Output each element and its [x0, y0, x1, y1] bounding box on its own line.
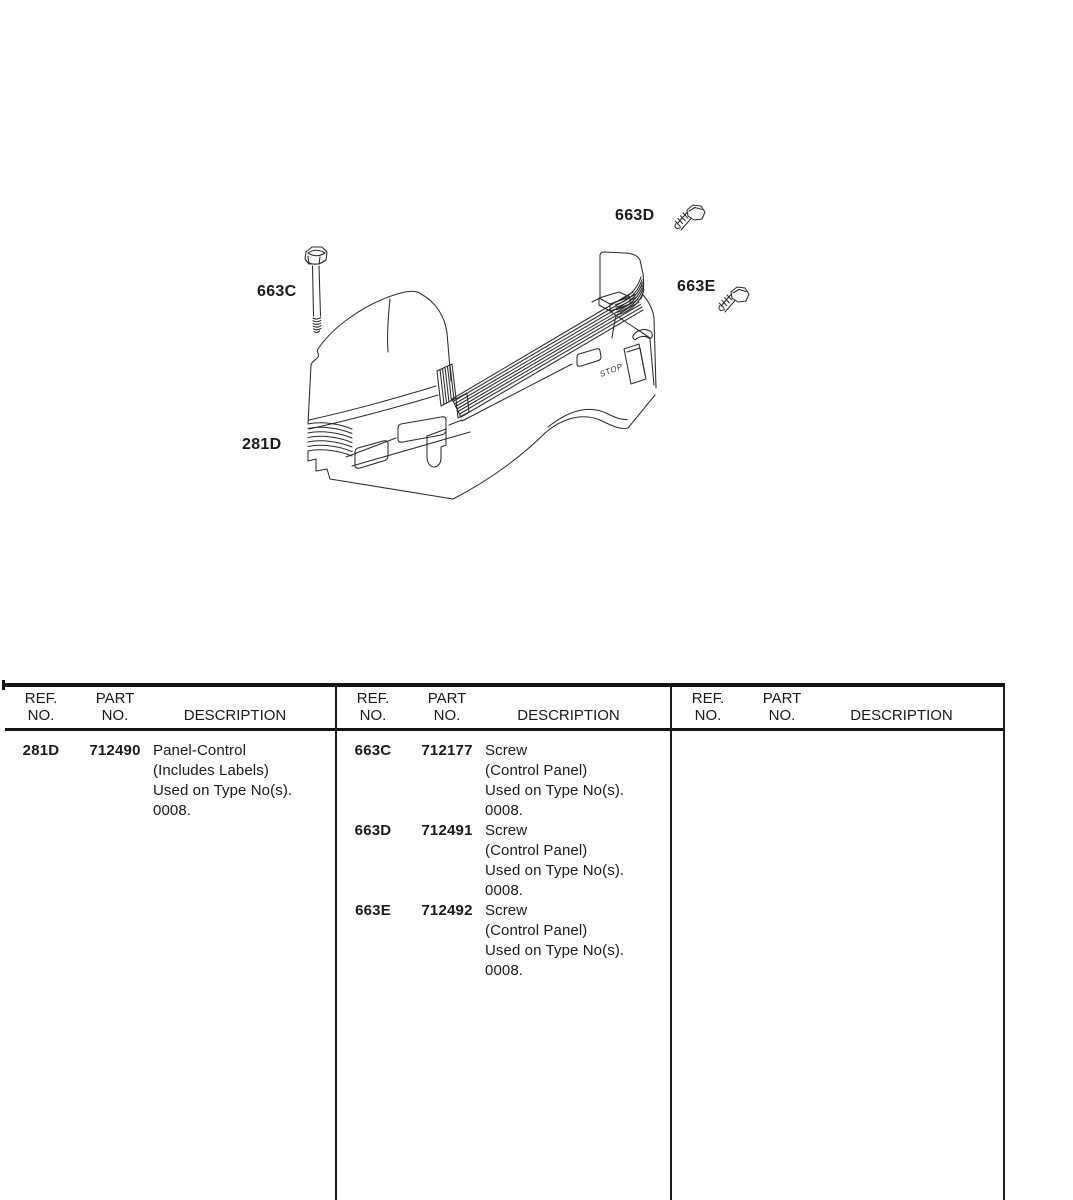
- ref-no-value: 663C: [354, 742, 392, 759]
- table-column-1: [5, 741, 337, 981]
- table-header-row: [5, 687, 1003, 731]
- description-line: Screw: [485, 822, 528, 839]
- part-no-header: PART NO.: [762, 690, 802, 724]
- callout-663c: 663C: [257, 283, 297, 300]
- table-row: [337, 901, 672, 981]
- ref-no-header: REF. NO.: [356, 690, 390, 724]
- description-line: 0008.: [485, 962, 524, 979]
- part-no-value: 712492: [421, 902, 473, 919]
- description-line: Used on Type No(s).: [153, 782, 293, 799]
- ref-no-header: REF. NO.: [24, 690, 58, 724]
- description-line: Panel-Control: [153, 742, 247, 759]
- description-header: DESCRIPTION: [517, 707, 620, 724]
- header-group-2: [337, 687, 672, 728]
- screw-663d-drawing: [675, 205, 705, 230]
- description-value: [485, 901, 672, 981]
- control-panel-diagram: [230, 180, 775, 510]
- description-line: 0008.: [485, 882, 524, 899]
- table-column-2: [337, 741, 672, 981]
- table-column-3: [672, 741, 1003, 981]
- description-line: Screw: [485, 742, 528, 759]
- stop-label: STOP: [598, 361, 625, 379]
- table-body: [5, 731, 1003, 981]
- bolt-663c-drawing: [305, 247, 327, 333]
- description-line: Used on Type No(s).: [485, 942, 625, 959]
- description-header: DESCRIPTION: [850, 707, 953, 724]
- description-line: 0008.: [153, 802, 192, 819]
- description-header: DESCRIPTION: [183, 707, 287, 724]
- header-group-1: [5, 687, 337, 728]
- description-line: 0008.: [485, 802, 524, 819]
- part-no-value: 712491: [421, 822, 473, 839]
- callout-281d: 281D: [242, 436, 282, 453]
- description-line: (Control Panel): [485, 762, 588, 779]
- panel-assembly-drawing: [308, 252, 656, 499]
- table-row: [337, 821, 672, 901]
- description-line: Used on Type No(s).: [485, 862, 625, 879]
- description-line: Used on Type No(s).: [485, 782, 625, 799]
- table-row: [5, 741, 337, 821]
- part-no-header: PART NO.: [427, 690, 467, 724]
- description-value: [485, 821, 672, 901]
- ref-no-header: REF. NO.: [691, 690, 725, 724]
- part-no-value: 712177: [421, 742, 473, 759]
- description-line: (Control Panel): [485, 842, 588, 859]
- description-line: (Includes Labels): [153, 762, 269, 779]
- ref-no-value: 663E: [355, 902, 391, 919]
- callout-663e: 663E: [677, 278, 716, 295]
- part-no-header: PART NO.: [95, 690, 135, 724]
- description-value: [485, 741, 672, 821]
- ref-no-value: 281D: [22, 742, 60, 759]
- header-group-3: [672, 687, 1003, 728]
- part-no-value: 712490: [89, 742, 141, 759]
- callout-663d: 663D: [615, 207, 655, 224]
- screw-663e-drawing: [719, 287, 749, 312]
- description-line: Screw: [485, 902, 528, 919]
- description-value: [153, 741, 337, 821]
- table-row: [337, 741, 672, 821]
- ref-no-value: 663D: [354, 822, 392, 839]
- column-divider: [670, 687, 672, 1200]
- column-divider: [335, 687, 337, 1200]
- parts-table: [5, 683, 1005, 1200]
- description-line: (Control Panel): [485, 922, 588, 939]
